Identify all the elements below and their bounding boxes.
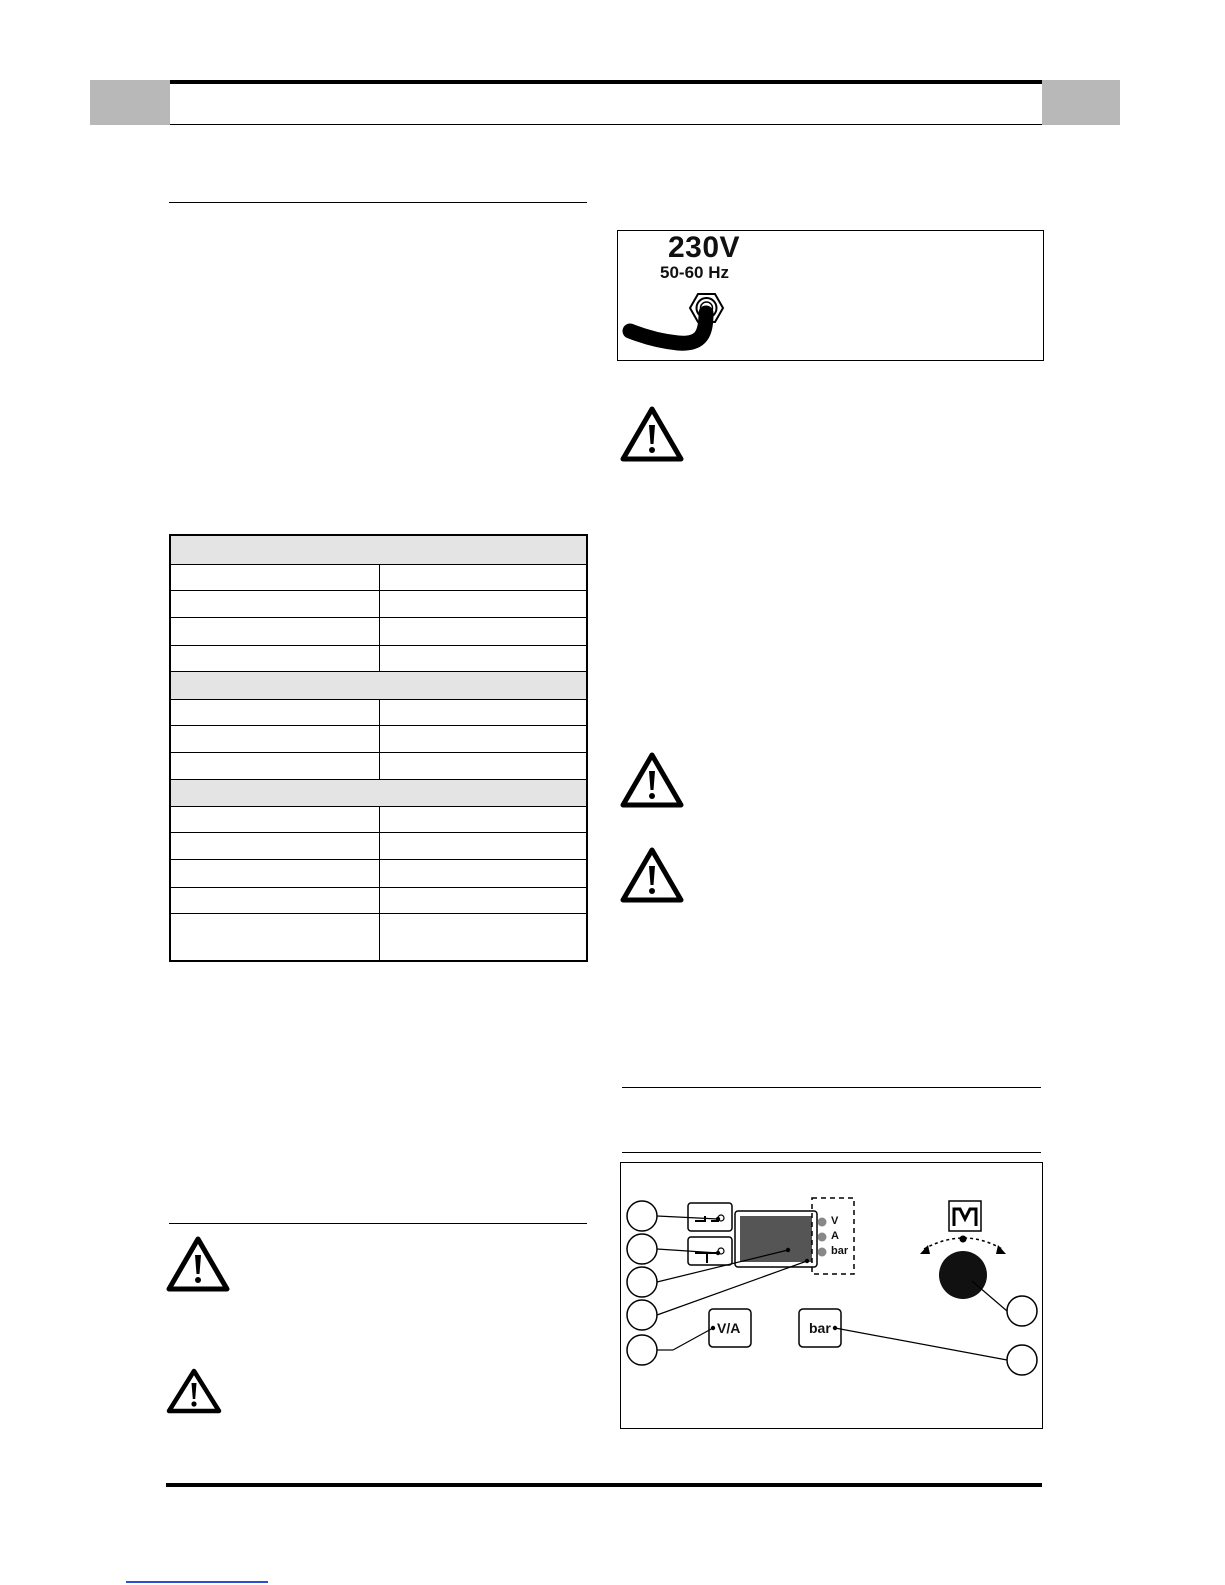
table-row	[170, 806, 587, 832]
frequency-text: 50-60 Hz	[660, 263, 729, 282]
table-row	[170, 833, 587, 860]
table-row	[170, 913, 587, 961]
power-supply-label	[617, 230, 1044, 361]
table-section-header	[170, 535, 587, 564]
warning-icon	[620, 405, 684, 463]
indicator-label-v: V	[831, 1215, 839, 1227]
table-row	[170, 618, 587, 645]
table-section-header	[170, 779, 587, 806]
table-row	[170, 887, 587, 913]
indicator-label-a: A	[831, 1230, 839, 1242]
bar-button-label: bar	[809, 1320, 831, 1336]
header-left-tab	[90, 80, 170, 125]
table-row	[170, 645, 587, 671]
power-cable-icon	[618, 231, 1043, 360]
section-rule-left-top	[169, 202, 587, 203]
header-right-tab	[1042, 80, 1120, 125]
indicator-label-bar: bar	[831, 1245, 849, 1257]
section-rule-right-1	[622, 1087, 1041, 1088]
control-panel-diagram	[620, 1162, 1043, 1429]
section-rule-left-bottom	[169, 1223, 587, 1224]
spec-table	[169, 534, 588, 962]
table-row	[170, 860, 587, 887]
table-row	[170, 591, 587, 618]
table-row	[170, 726, 587, 753]
va-button-label: V/A	[717, 1320, 741, 1336]
voltage-text: 230V	[668, 231, 741, 264]
warning-icon	[166, 1235, 230, 1293]
warning-icon	[166, 1367, 222, 1415]
header-bottom-rule	[170, 124, 1042, 125]
header-top-rule	[170, 80, 1042, 84]
table-row	[170, 564, 587, 590]
footer-rule	[166, 1483, 1042, 1487]
footer-link-underline[interactable]	[126, 1581, 268, 1583]
warning-icon	[620, 751, 684, 809]
control-panel-drawing	[621, 1163, 1042, 1428]
table-row	[170, 753, 587, 779]
section-rule-right-2	[622, 1152, 1041, 1153]
warning-icon	[620, 846, 684, 904]
table-section-header	[170, 671, 587, 699]
table-row	[170, 699, 587, 725]
